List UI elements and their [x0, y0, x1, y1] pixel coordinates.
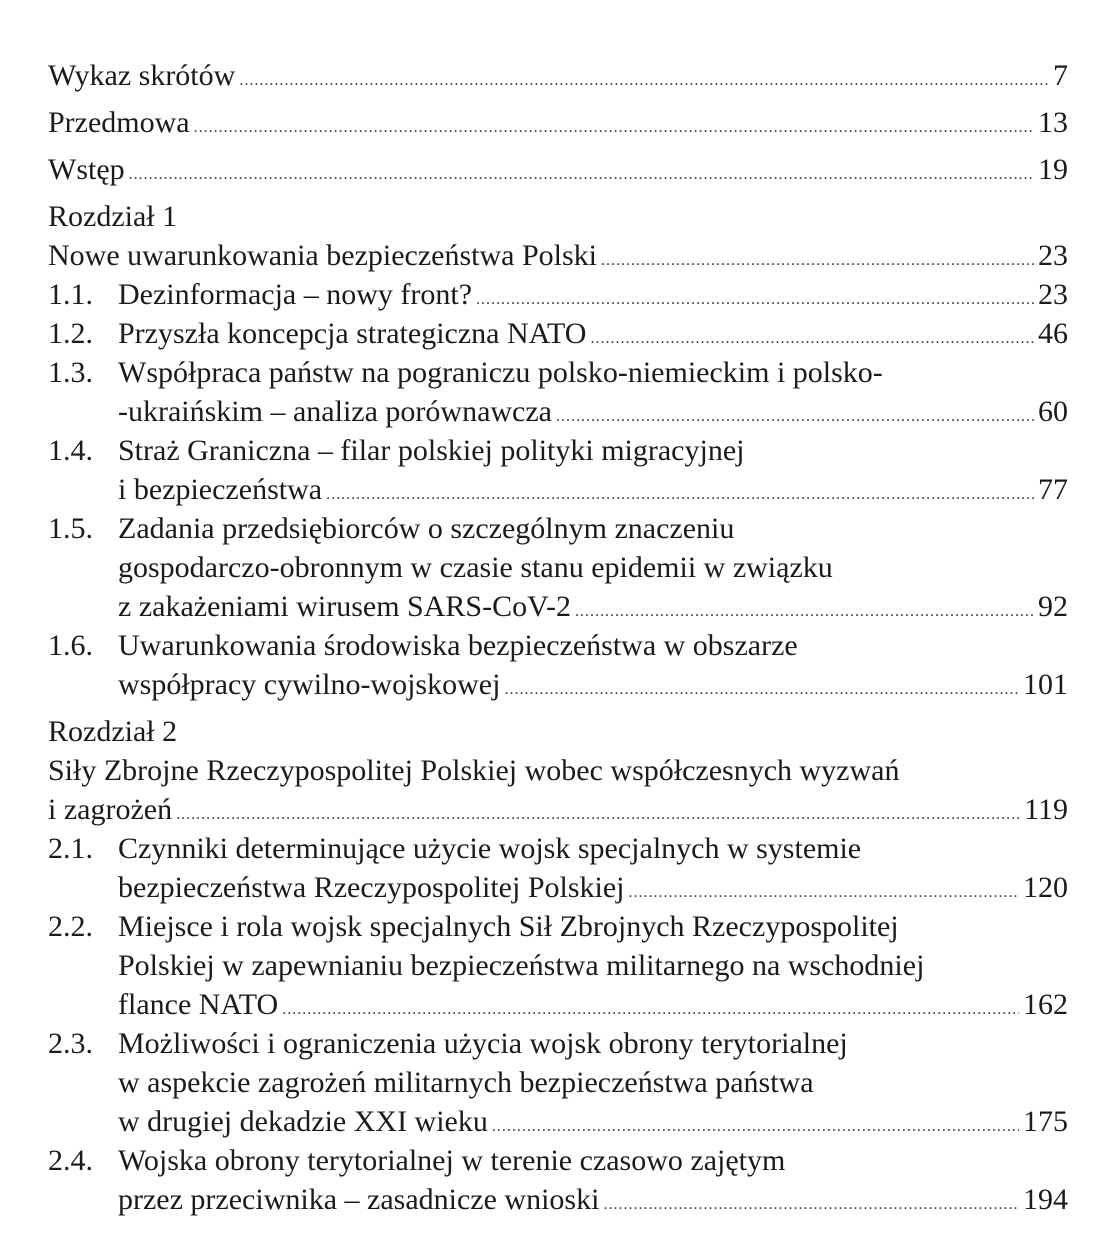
toc-entry-title-line: i bezpieczeństwa	[118, 473, 323, 506]
toc-section-2-3-cont	[48, 1063, 1068, 1102]
chapter-2-label: Rozdział 2	[48, 715, 178, 748]
toc-entry-title-line: Czynniki determinujące użycie wojsk specjalnych w systemie	[118, 832, 862, 865]
toc-section-1-5	[48, 509, 1068, 548]
section-number: 1.2.	[48, 317, 93, 350]
section-number: 1.3.	[48, 356, 93, 389]
toc-entry-abbreviations	[48, 56, 1068, 95]
toc-section-2-3-cont	[48, 1102, 1068, 1141]
toc-section-2-2	[48, 907, 1068, 946]
section-number: 1.5.	[48, 512, 93, 545]
toc-page-number: 119	[1024, 793, 1068, 826]
dot-leader	[603, 1180, 1019, 1224]
toc-entry-title: Wstęp	[48, 153, 125, 186]
toc-entry-preface	[48, 103, 1068, 142]
toc-section-2-1-cont	[48, 868, 1068, 907]
section-number: 1.1.	[48, 278, 93, 311]
toc-entry-title-line: Polskiej w zapewnianiu bezpieczeństwa militarnego na wschodniej	[118, 949, 925, 982]
toc-section-1-5-cont	[48, 587, 1068, 626]
toc-page-number: 175	[1023, 1105, 1068, 1138]
section-number: 2.3.	[48, 1027, 93, 1060]
toc-entry-title-line: w aspekcie zagrożeń militarnych bezpieczeństwa państwa	[118, 1066, 814, 1099]
toc-entry-title-line: -ukraińskim – analiza porównawcza	[118, 395, 552, 428]
toc-entry-title: Nowe uwarunkowania bezpieczeństwa Polski	[48, 239, 597, 272]
dot-leader	[629, 868, 1020, 912]
toc-entry-title: Dezinformacja – nowy front?	[118, 278, 473, 311]
toc-page-number: 46	[1038, 317, 1068, 350]
toc-page-number: 7	[1053, 59, 1068, 92]
toc-page-number: 101	[1023, 668, 1068, 701]
toc-entry-title-line: Możliwości i ograniczenia użycia wojsk obrony terytorialnej	[118, 1027, 848, 1060]
section-number: 2.1.	[48, 832, 93, 865]
dot-leader	[575, 587, 1034, 631]
toc-page-number: 92	[1038, 590, 1068, 623]
toc-section-1-1	[48, 275, 1068, 314]
toc-section-1-6	[48, 626, 1068, 665]
toc-page-number: 23	[1038, 278, 1068, 311]
toc-entry-title-line: flance NATO	[118, 988, 279, 1021]
chapter-1-title	[48, 236, 1068, 275]
toc-entry-title-line: współpracy cywilno-wojskowej	[118, 668, 501, 701]
dot-leader	[326, 470, 1034, 514]
chapter-2-title-cont	[48, 790, 1068, 829]
dot-leader	[601, 236, 1034, 280]
toc-section-1-4-cont	[48, 470, 1068, 509]
toc-section-1-3-cont	[48, 392, 1068, 431]
toc-page-number: 194	[1023, 1183, 1068, 1216]
section-number: 1.4.	[48, 434, 93, 467]
toc-section-1-5-cont	[48, 548, 1068, 587]
dot-leader	[492, 1102, 1019, 1146]
dot-leader	[590, 314, 1034, 358]
toc-entry-title-line: Siły Zbrojne Rzeczypospolitej Polskiej wobec współczesnych wyzwań	[48, 754, 900, 787]
toc-entry-title-line: i zagrożeń	[48, 793, 173, 826]
dot-leader	[504, 665, 1019, 709]
toc-section-1-4	[48, 431, 1068, 470]
section-number: 2.2.	[48, 910, 93, 943]
dot-leader	[129, 150, 1034, 194]
toc-section-1-6-cont	[48, 665, 1068, 704]
toc-section-1-3	[48, 353, 1068, 392]
toc-entry-title: Wykaz skrótów	[48, 59, 236, 92]
toc-entry-title-line: Wojska obrony terytorialnej w terenie czasowo zajętym	[118, 1144, 786, 1177]
toc-section-2-4-cont	[48, 1180, 1068, 1219]
toc-section-2-2-cont	[48, 985, 1068, 1024]
toc-entry-title-line: Współpraca państw na pograniczu polsko-niemieckim i polsko-	[118, 356, 883, 389]
table-of-contents	[48, 56, 1068, 1219]
toc-entry-title-line: Miejsce i rola wojsk specjalnych Sił Zbrojnych Rzeczypospolitej	[118, 910, 899, 943]
toc-page-number: 162	[1023, 988, 1068, 1021]
toc-entry-title: Przedmowa	[48, 106, 190, 139]
dot-leader	[476, 275, 1034, 319]
dot-leader	[556, 392, 1034, 436]
section-number: 1.6.	[48, 629, 93, 662]
toc-section-1-2	[48, 314, 1068, 353]
dot-leader	[282, 985, 1019, 1029]
toc-section-2-2-cont	[48, 946, 1068, 985]
toc-page-number: 23	[1038, 239, 1068, 272]
toc-entry-title-line: Straż Graniczna – filar polskiej polityki migracyjnej	[118, 434, 745, 467]
chapter-1-label: Rozdział 1	[48, 200, 178, 233]
toc-page-number: 77	[1038, 473, 1068, 506]
toc-entry-title: Przyszła koncepcja strategiczna NATO	[118, 317, 587, 350]
toc-entry-title-line: Uwarunkowania środowiska bezpieczeństwa w obszarze	[118, 629, 798, 662]
toc-page-number: 13	[1038, 106, 1068, 139]
toc-entry-title-line: Zadania przedsiębiorców o szczególnym znaczeniu	[118, 512, 735, 545]
chapter-2-title	[48, 751, 1068, 790]
toc-entry-title-line: bezpieczeństwa Rzeczypospolitej Polskiej	[118, 871, 625, 904]
toc-section-2-4	[48, 1141, 1068, 1180]
section-number: 2.4.	[48, 1144, 93, 1177]
toc-section-2-3	[48, 1024, 1068, 1063]
toc-entry-title-line: w drugiej dekadzie XXI wieku	[118, 1105, 488, 1138]
toc-page-number: 19	[1038, 153, 1068, 186]
toc-entry-title-line: przez przeciwnika – zasadnicze wnioski	[118, 1183, 600, 1216]
toc-section-2-1	[48, 829, 1068, 868]
toc-entry-title-line: gospodarczo-obronnym w czasie stanu epidemii w związku	[118, 551, 833, 584]
dot-leader	[239, 56, 1049, 100]
toc-entry-introduction	[48, 150, 1068, 189]
toc-page-number: 120	[1023, 871, 1068, 904]
toc-entry-title-line: z zakażeniami wirusem SARS-CoV-2	[118, 590, 571, 623]
dot-leader	[194, 103, 1034, 147]
dot-leader	[176, 790, 1020, 834]
toc-page-number: 60	[1038, 395, 1068, 428]
